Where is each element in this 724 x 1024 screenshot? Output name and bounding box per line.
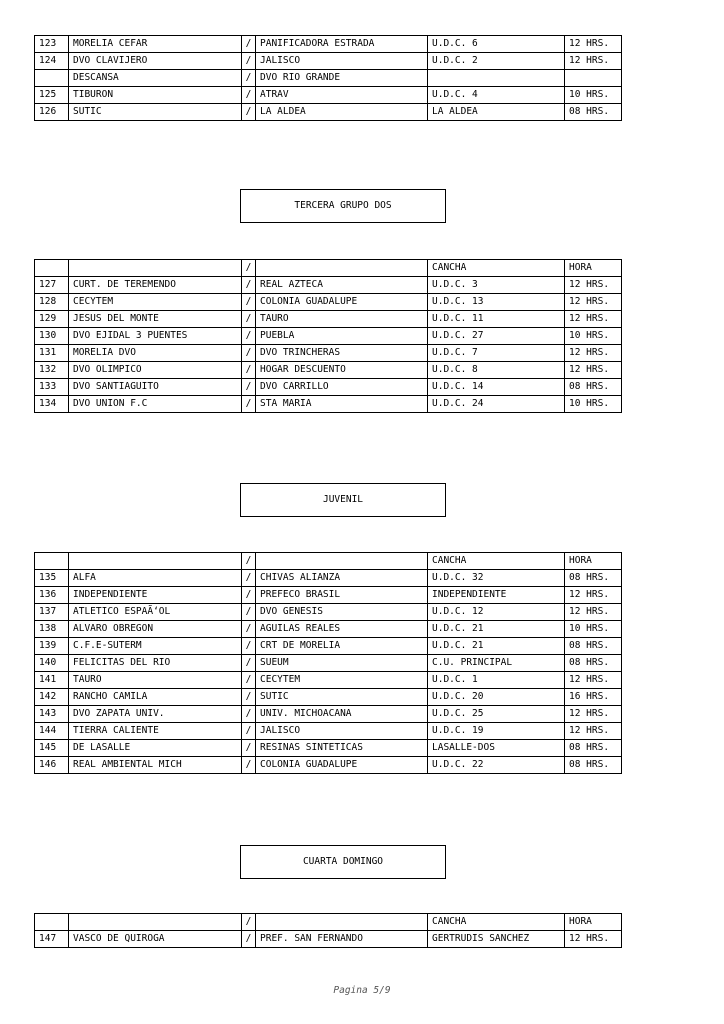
venue: LASALLE-DOS [428,740,565,757]
home-team: DE LASALLE [69,740,242,757]
home-team: SUTIC [69,104,242,121]
match-number: 141 [35,672,69,689]
venue: U.D.C. 3 [428,277,565,294]
home-team: TAURO [69,672,242,689]
away-team: CRT DE MORELIA [256,638,428,655]
separator: / [242,672,256,689]
home-team: DVO EJIDAL 3 PUENTES [69,328,242,345]
schedule-table-cuarta-domingo [34,913,622,948]
header-separator: / [242,914,256,931]
venue: U.D.C. 21 [428,621,565,638]
header-away [256,260,428,277]
match-number: 123 [35,36,69,53]
header-venue: CANCHA [428,914,565,931]
away-team: STA MARIA [256,396,428,413]
separator: / [242,87,256,104]
home-team: TIERRA CALIENTE [69,723,242,740]
match-number: 127 [35,277,69,294]
schedule-table-tercera-grupo-dos [34,259,622,413]
match-number: 145 [35,740,69,757]
separator: / [242,604,256,621]
venue: U.D.C. 19 [428,723,565,740]
schedule-table-juvenil [34,552,622,774]
kickoff-time: 08 HRS. [565,104,622,121]
schedule-table-continued [34,35,622,121]
table-row [35,587,622,604]
kickoff-time: 12 HRS. [565,672,622,689]
header-home [69,260,242,277]
away-team: ATRAV [256,87,428,104]
header-time: HORA [565,260,622,277]
table-row [35,740,622,757]
away-team: DVO TRINCHERAS [256,345,428,362]
separator: / [242,396,256,413]
venue: U.D.C. 25 [428,706,565,723]
away-team: HOGAR DESCUENTO [256,362,428,379]
venue: C.U. PRINCIPAL [428,655,565,672]
table-row [35,723,622,740]
kickoff-time: 12 HRS. [565,706,622,723]
separator: / [242,931,256,948]
kickoff-time: 12 HRS. [565,294,622,311]
match-number [35,70,69,87]
match-number: 129 [35,311,69,328]
venue: U.D.C. 13 [428,294,565,311]
venue: U.D.C. 24 [428,396,565,413]
match-number: 131 [35,345,69,362]
away-team: SUEUM [256,655,428,672]
header-venue: CANCHA [428,553,565,570]
table-row [35,87,622,104]
venue: U.D.C. 1 [428,672,565,689]
kickoff-time: 08 HRS. [565,655,622,672]
home-team: ATLETICO ESPAÃ‘OL [69,604,242,621]
table-row [35,53,622,70]
home-team: TIBURON [69,87,242,104]
separator: / [242,638,256,655]
away-team: UNIV. MICHOACANA [256,706,428,723]
table-row [35,396,622,413]
away-team: COLONIA GUADALUPE [256,294,428,311]
away-team: CECYTEM [256,672,428,689]
match-number: 128 [35,294,69,311]
separator: / [242,706,256,723]
match-number: 146 [35,757,69,774]
away-team: CHIVAS ALIANZA [256,570,428,587]
away-team: SUTIC [256,689,428,706]
kickoff-time: 08 HRS. [565,757,622,774]
home-team: DVO UNION F.C [69,396,242,413]
separator: / [242,570,256,587]
venue: U.D.C. 32 [428,570,565,587]
kickoff-time: 16 HRS. [565,689,622,706]
kickoff-time: 08 HRS. [565,570,622,587]
header-num [35,260,69,277]
table-row [35,345,622,362]
home-team: CECYTEM [69,294,242,311]
table-row [35,70,622,87]
kickoff-time: 10 HRS. [565,328,622,345]
match-number: 125 [35,87,69,104]
separator: / [242,328,256,345]
separator: / [242,689,256,706]
table-row [35,277,622,294]
match-number: 132 [35,362,69,379]
table-row [35,672,622,689]
table-row [35,328,622,345]
match-number: 130 [35,328,69,345]
match-number: 144 [35,723,69,740]
separator: / [242,345,256,362]
table-header-row [35,260,622,277]
home-team: DVO CLAVIJERO [69,53,242,70]
separator: / [242,70,256,87]
home-team: INDEPENDIENTE [69,587,242,604]
away-team: PREFECO BRASIL [256,587,428,604]
away-team: AGUILAS REALES [256,621,428,638]
away-team: COLONIA GUADALUPE [256,757,428,774]
table-row [35,689,622,706]
header-time: HORA [565,553,622,570]
home-team: DVO SANTIAGUITO [69,379,242,396]
home-team: RANCHO CAMILA [69,689,242,706]
separator: / [242,621,256,638]
table-header-row [35,553,622,570]
kickoff-time: 08 HRS. [565,740,622,757]
home-team: C.F.E-SUTERM [69,638,242,655]
table-row [35,604,622,621]
kickoff-time: 12 HRS. [565,362,622,379]
header-separator: / [242,260,256,277]
separator: / [242,36,256,53]
venue: LA ALDEA [428,104,565,121]
home-team: JESUS DEL MONTE [69,311,242,328]
header-time: HORA [565,914,622,931]
header-venue: CANCHA [428,260,565,277]
match-number: 135 [35,570,69,587]
away-team: DVO GENESIS [256,604,428,621]
home-team: FELICITAS DEL RIO [69,655,242,672]
header-home [69,914,242,931]
venue: U.D.C. 7 [428,345,565,362]
kickoff-time: 12 HRS. [565,931,622,948]
venue: U.D.C. 21 [428,638,565,655]
away-team: DVO RIO GRANDE [256,70,428,87]
match-number: 126 [35,104,69,121]
match-number: 138 [35,621,69,638]
header-away [256,914,428,931]
venue: U.D.C. 20 [428,689,565,706]
venue: U.D.C. 14 [428,379,565,396]
venue: U.D.C. 8 [428,362,565,379]
match-number: 134 [35,396,69,413]
section-title-cuarta-domingo: CUARTA DOMINGO [240,845,446,879]
kickoff-time: 12 HRS. [565,604,622,621]
venue: U.D.C. 11 [428,311,565,328]
separator: / [242,277,256,294]
table-row [35,311,622,328]
kickoff-time: 08 HRS. [565,638,622,655]
header-separator: / [242,553,256,570]
separator: / [242,723,256,740]
page-number: Pagina 5/9 [333,985,391,996]
separator: / [242,655,256,672]
venue: U.D.C. 6 [428,36,565,53]
separator: / [242,740,256,757]
venue: INDEPENDIENTE [428,587,565,604]
venue: U.D.C. 12 [428,604,565,621]
kickoff-time: 12 HRS. [565,36,622,53]
match-number: 142 [35,689,69,706]
table-row [35,931,622,948]
away-team: PUEBLA [256,328,428,345]
home-team: ALFA [69,570,242,587]
kickoff-time: 12 HRS. [565,53,622,70]
match-number: 139 [35,638,69,655]
kickoff-time: 10 HRS. [565,396,622,413]
home-team: DVO ZAPATA UNIV. [69,706,242,723]
section-title-tercera-grupo-dos: TERCERA GRUPO DOS [240,189,446,223]
home-team: VASCO DE QUIROGA [69,931,242,948]
header-away [256,553,428,570]
away-team: LA ALDEA [256,104,428,121]
away-team: PANIFICADORA ESTRADA [256,36,428,53]
separator: / [242,53,256,70]
away-team: TAURO [256,311,428,328]
away-team: PREF. SAN FERNANDO [256,931,428,948]
home-team: MORELIA DVO [69,345,242,362]
home-team: ALVARO OBREGON [69,621,242,638]
away-team: REAL AZTECA [256,277,428,294]
table-row [35,638,622,655]
table-row [35,570,622,587]
venue: U.D.C. 27 [428,328,565,345]
match-number: 147 [35,931,69,948]
table-row [35,757,622,774]
venue: GERTRUDIS SANCHEZ [428,931,565,948]
home-team: MORELIA CEFAR [69,36,242,53]
section-title-juvenil: JUVENIL [240,483,446,517]
kickoff-time: 12 HRS. [565,311,622,328]
match-number: 136 [35,587,69,604]
header-home [69,553,242,570]
separator: / [242,311,256,328]
kickoff-time: 12 HRS. [565,277,622,294]
kickoff-time: 12 HRS. [565,587,622,604]
separator: / [242,104,256,121]
kickoff-time: 08 HRS. [565,379,622,396]
kickoff-time: 10 HRS. [565,621,622,638]
match-number: 137 [35,604,69,621]
separator: / [242,757,256,774]
match-number: 143 [35,706,69,723]
header-num [35,914,69,931]
separator: / [242,379,256,396]
away-team: JALISCO [256,53,428,70]
table-row [35,655,622,672]
separator: / [242,362,256,379]
kickoff-time: 12 HRS. [565,723,622,740]
table-row [35,362,622,379]
kickoff-time: 10 HRS. [565,87,622,104]
table-header-row [35,914,622,931]
home-team: REAL AMBIENTAL MICH [69,757,242,774]
venue [428,70,565,87]
home-team: DVO OLIMPICO [69,362,242,379]
home-team: CURT. DE TEREMENDO [69,277,242,294]
venue: U.D.C. 2 [428,53,565,70]
header-num [35,553,69,570]
table-row [35,706,622,723]
table-row [35,294,622,311]
home-team: DESCANSA [69,70,242,87]
table-row [35,36,622,53]
table-row [35,379,622,396]
table-row [35,621,622,638]
venue: U.D.C. 4 [428,87,565,104]
separator: / [242,587,256,604]
kickoff-time: 12 HRS. [565,345,622,362]
match-number: 124 [35,53,69,70]
away-team: JALISCO [256,723,428,740]
venue: U.D.C. 22 [428,757,565,774]
match-number: 133 [35,379,69,396]
match-number: 140 [35,655,69,672]
away-team: RESINAS SINTETICAS [256,740,428,757]
table-row [35,104,622,121]
away-team: DVO CARRILLO [256,379,428,396]
separator: / [242,294,256,311]
kickoff-time [565,70,622,87]
